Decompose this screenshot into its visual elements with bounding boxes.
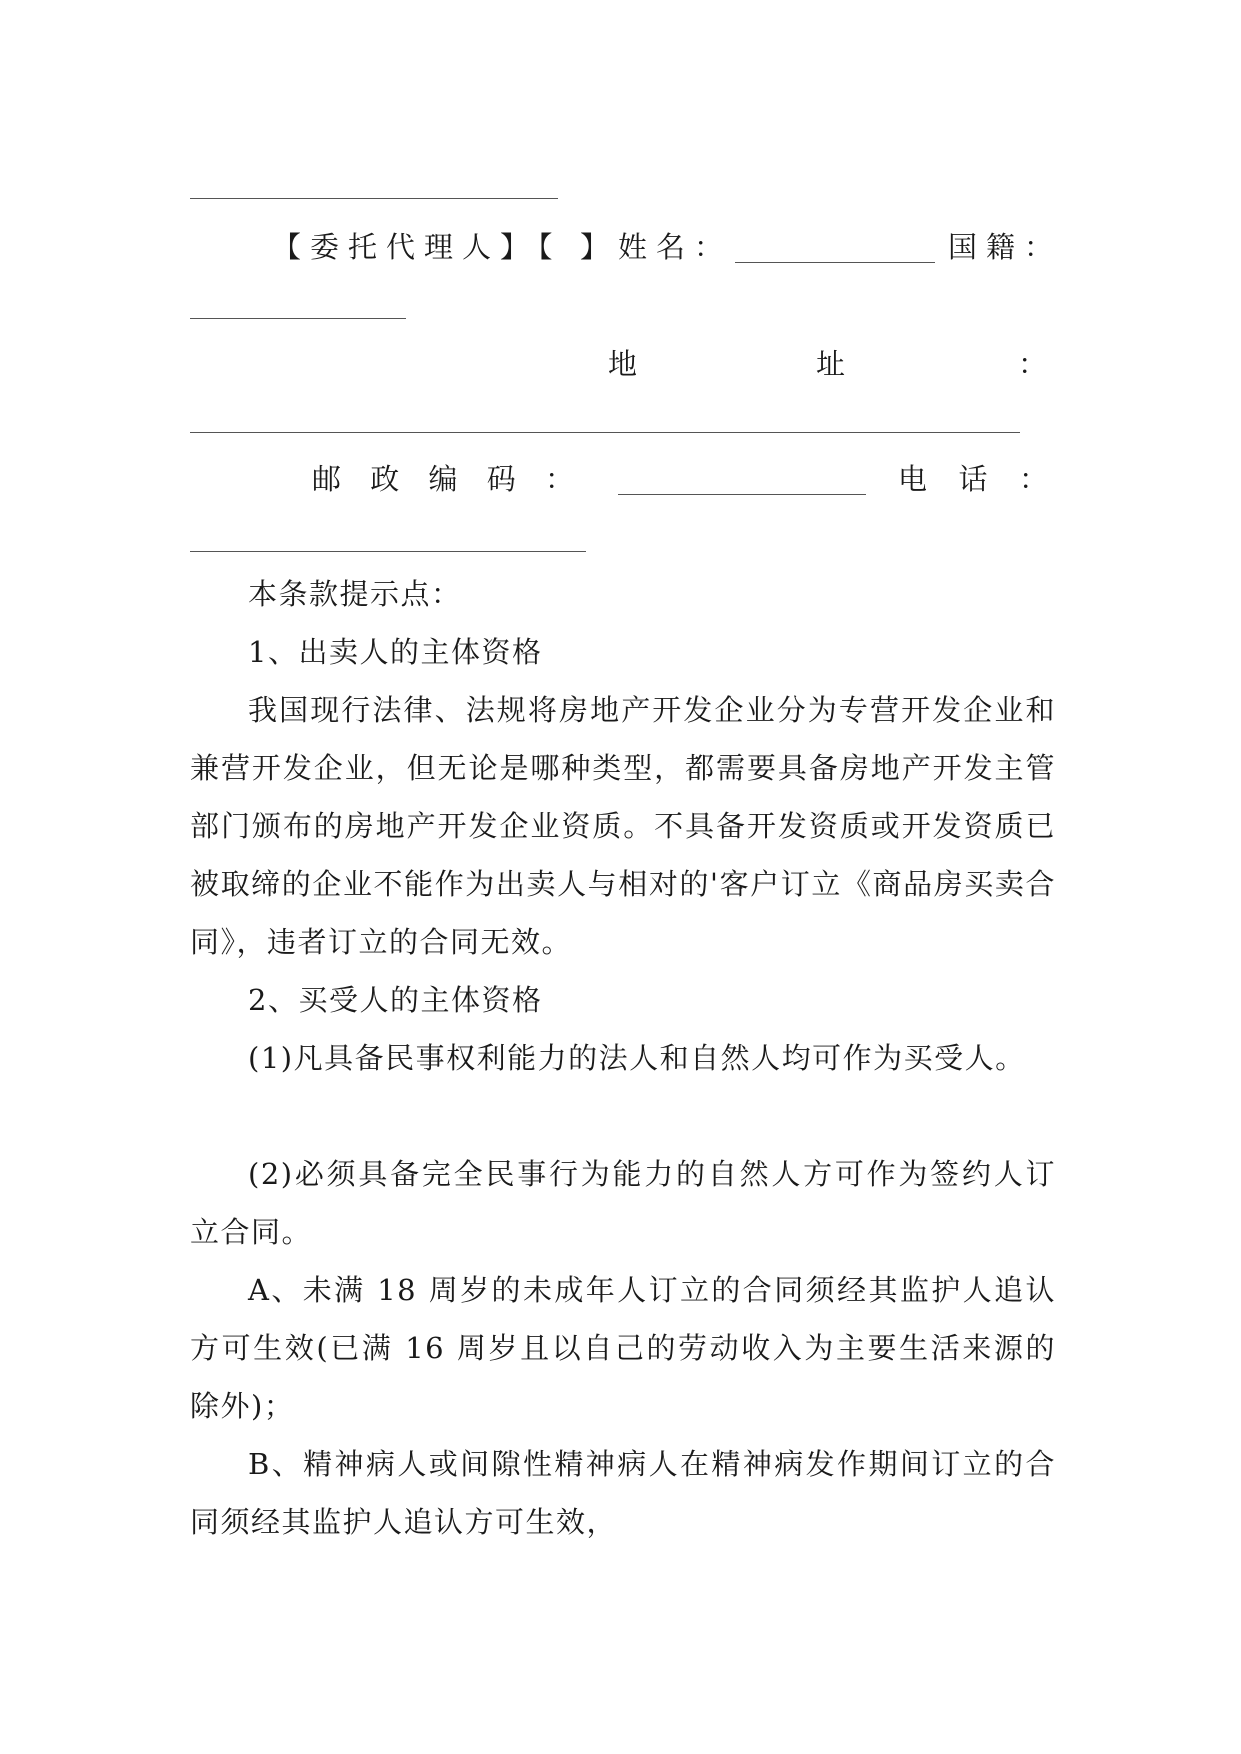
item1-text: 我国现行法律、法规将房地产开发企业分为专营开发企业和兼营开发企业，但无论是哪种类型，都需要具备房地产开发主管部门颁布的房地产开发企业资质。不具备开发资质或开发资质已被取缔的企业不能作为出卖人与相对的'客户订立《商品房买卖合同》，违者订立的合同无效。 <box>190 693 1056 959</box>
postcode-label <box>312 462 574 496</box>
name-field-line[interactable] <box>735 262 935 263</box>
postcode-char: 邮 <box>312 462 342 496</box>
item2-b: B、精神病人或间隙性精神病人在精神病发作期间订立的合同须经其监护人追认方可生效， <box>190 1447 1056 1539</box>
item2-title: 2、买受人的主体资格 <box>248 983 543 1017</box>
item1-title: 1、出卖人的主体资格 <box>248 635 543 669</box>
item2-a: A、未满 18 周岁的未成年人订立的合同须经其监护人追认方可生效(已满 16 周岁且以自己的劳动收入为主要生活来源的除外)； <box>190 1273 1056 1423</box>
address-label-2: 址 <box>816 347 846 381</box>
item2-p1: (1)凡具备民事权利能力的法人和自然人均可作为买受人。 <box>248 1041 1026 1075</box>
address-field-line[interactable] <box>190 432 1020 433</box>
phone-char: 电 <box>898 462 928 496</box>
postcode-char: 政 <box>370 462 400 496</box>
notes-heading: 本条款提示点： <box>248 577 462 611</box>
postcode-char: 码 <box>486 462 516 496</box>
postcode-char: ： <box>544 462 574 496</box>
nationality-field-line[interactable] <box>190 318 406 319</box>
postcode-char: 编 <box>428 462 458 496</box>
postcode-field-line[interactable] <box>618 494 866 495</box>
top-fill-line <box>190 198 558 199</box>
item2-p2: (2)必须具备完全民事行为能力的自然人方可作为签约人订立合同。 <box>190 1157 1056 1249</box>
nationality-label: 国籍： <box>948 230 1063 264</box>
phone-char: 话 <box>958 462 988 496</box>
agent-bracket-end: 】 <box>580 230 610 264</box>
phone-label <box>898 462 1048 496</box>
phone-field-line[interactable] <box>190 551 586 552</box>
phone-char: ： <box>1018 462 1048 496</box>
address-label-1: 地 <box>608 347 638 381</box>
agent-label: 【委托代理人】【 <box>272 230 562 264</box>
name-label: 姓名： <box>618 230 733 264</box>
address-colon: ： <box>1018 347 1048 381</box>
